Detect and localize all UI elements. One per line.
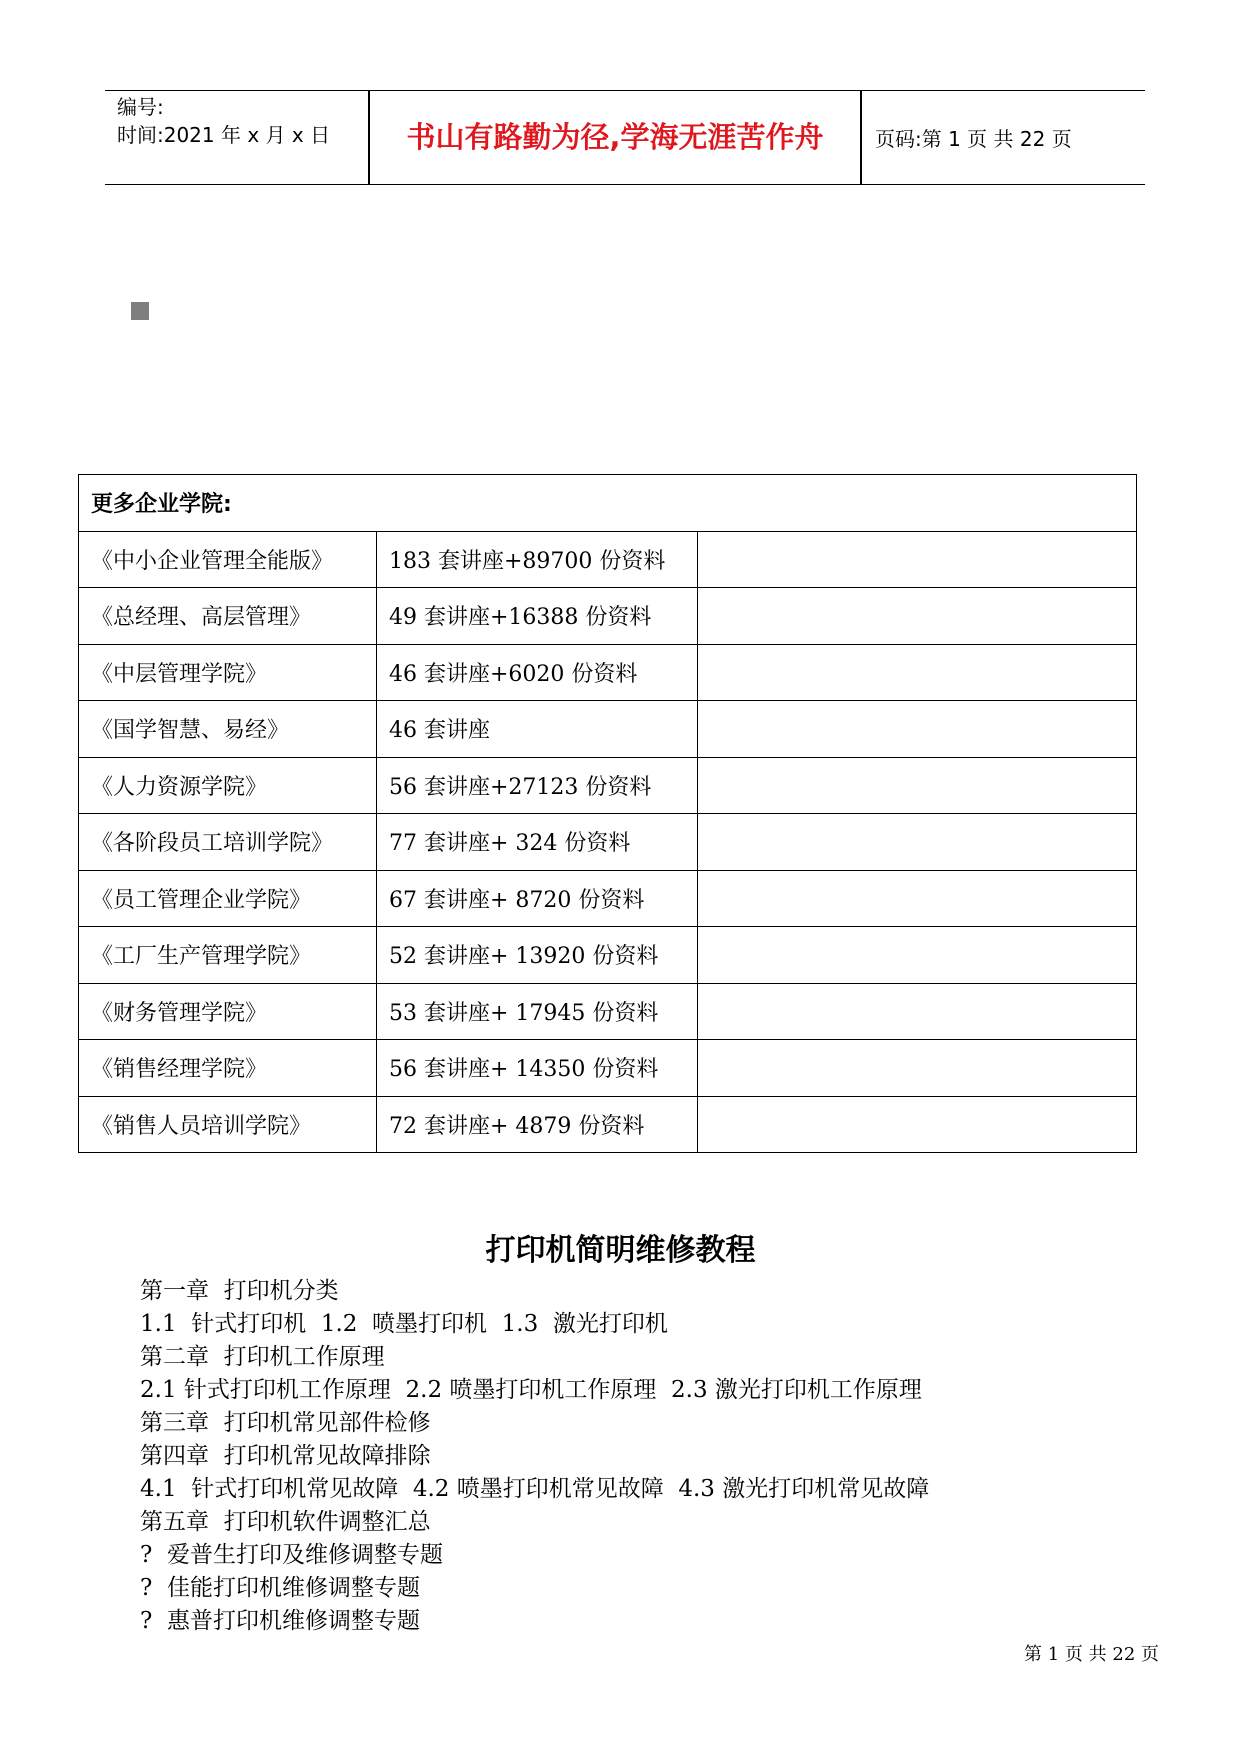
- empty-cell: [698, 701, 1137, 758]
- academy-detail: 53 套讲座+ 17945 份资料: [377, 983, 698, 1040]
- table-row: [79, 1096, 1137, 1153]
- toc-line: 第二章 打印机工作原理: [140, 1344, 385, 1370]
- table-row: [79, 870, 1137, 927]
- academy-name: 《中层管理学院》: [79, 644, 377, 701]
- toc-line: ? 惠普打印机维修调整专题: [140, 1608, 420, 1634]
- empty-cell: [698, 1040, 1137, 1097]
- toc-line: ? 佳能打印机维修调整专题: [140, 1575, 420, 1601]
- empty-cell: [698, 757, 1137, 814]
- table-row: [79, 983, 1137, 1040]
- time-label: 时间:2021 年 x 月 x 日: [117, 123, 331, 147]
- table-of-contents: [140, 1275, 929, 1638]
- empty-cell: [698, 1096, 1137, 1153]
- table-row: [79, 927, 1137, 984]
- academy-detail: 56 套讲座+27123 份资料: [377, 757, 698, 814]
- toc-line: 第一章 打印机分类: [140, 1278, 339, 1304]
- page-footer: 第 1 页 共 22 页: [1024, 1644, 1159, 1665]
- table-row: [79, 814, 1137, 871]
- header-motto: 书山有路勤为径,学海无涯苦作舟: [406, 120, 824, 154]
- empty-cell: [698, 588, 1137, 645]
- academy-detail: 56 套讲座+ 14350 份资料: [377, 1040, 698, 1097]
- academy-name: 《财务管理学院》: [79, 983, 377, 1040]
- toc-line: 2.1 针式打印机工作原理 2.2 喷墨打印机工作原理 2.3 激光打印机工作原理: [140, 1377, 922, 1403]
- academy-detail: 67 套讲座+ 8720 份资料: [377, 870, 698, 927]
- academy-detail: 77 套讲座+ 324 份资料: [377, 814, 698, 871]
- empty-cell: [698, 531, 1137, 588]
- academy-name: 《总经理、高层管理》: [79, 588, 377, 645]
- academy-detail: 49 套讲座+16388 份资料: [377, 588, 698, 645]
- academy-detail: 46 套讲座+6020 份资料: [377, 644, 698, 701]
- toc-line: 4.1 针式打印机常见故障 4.2 喷墨打印机常见故障 4.3 激光打印机常见故障: [140, 1476, 930, 1502]
- academy-name: 《中小企业管理全能版》: [79, 531, 377, 588]
- toc-line: 1.1 针式打印机 1.2 喷墨打印机 1.3 激光打印机: [140, 1311, 668, 1337]
- academy-detail: 72 套讲座+ 4879 份资料: [377, 1096, 698, 1153]
- header-divider: [860, 91, 862, 184]
- academy-detail: 183 套讲座+89700 份资料: [377, 531, 698, 588]
- empty-cell: [698, 814, 1137, 871]
- toc-line: 第五章 打印机软件调整汇总: [140, 1509, 431, 1535]
- table-row: [79, 701, 1137, 758]
- academy-name: 《国学智慧、易经》: [79, 701, 377, 758]
- academy-name: 《人力资源学院》: [79, 757, 377, 814]
- bullet-square-icon: [131, 302, 149, 320]
- table-row: [79, 644, 1137, 701]
- academy-table: [78, 474, 1137, 1153]
- table-row: [79, 1040, 1137, 1097]
- number-label: 编号:: [117, 95, 164, 119]
- table-heading: 更多企业学院:: [79, 475, 1137, 532]
- toc-line: 第三章 打印机常见部件检修: [140, 1410, 431, 1436]
- empty-cell: [698, 644, 1137, 701]
- table-row: [79, 588, 1137, 645]
- academy-detail: 52 套讲座+ 13920 份资料: [377, 927, 698, 984]
- empty-cell: [698, 870, 1137, 927]
- toc-line: ? 爱普生打印及维修调整专题: [140, 1542, 443, 1568]
- empty-cell: [698, 983, 1137, 1040]
- academy-name: 《销售经理学院》: [79, 1040, 377, 1097]
- academy-detail: 46 套讲座: [377, 701, 698, 758]
- academy-name: 《员工管理企业学院》: [79, 870, 377, 927]
- table-row: [79, 531, 1137, 588]
- table-heading-row: [79, 475, 1137, 532]
- header-page-label: 页码:第 1 页 共 22 页: [875, 127, 1072, 151]
- page-header: [105, 90, 1145, 185]
- academy-name: 《各阶段员工培训学院》: [79, 814, 377, 871]
- academy-name: 《工厂生产管理学院》: [79, 927, 377, 984]
- toc-line: 第四章 打印机常见故障排除: [140, 1443, 431, 1469]
- empty-cell: [698, 927, 1137, 984]
- academy-name: 《销售人员培训学院》: [79, 1096, 377, 1153]
- table-row: [79, 757, 1137, 814]
- header-meta: [117, 93, 330, 149]
- document-title: 打印机简明维修教程: [485, 1233, 756, 1268]
